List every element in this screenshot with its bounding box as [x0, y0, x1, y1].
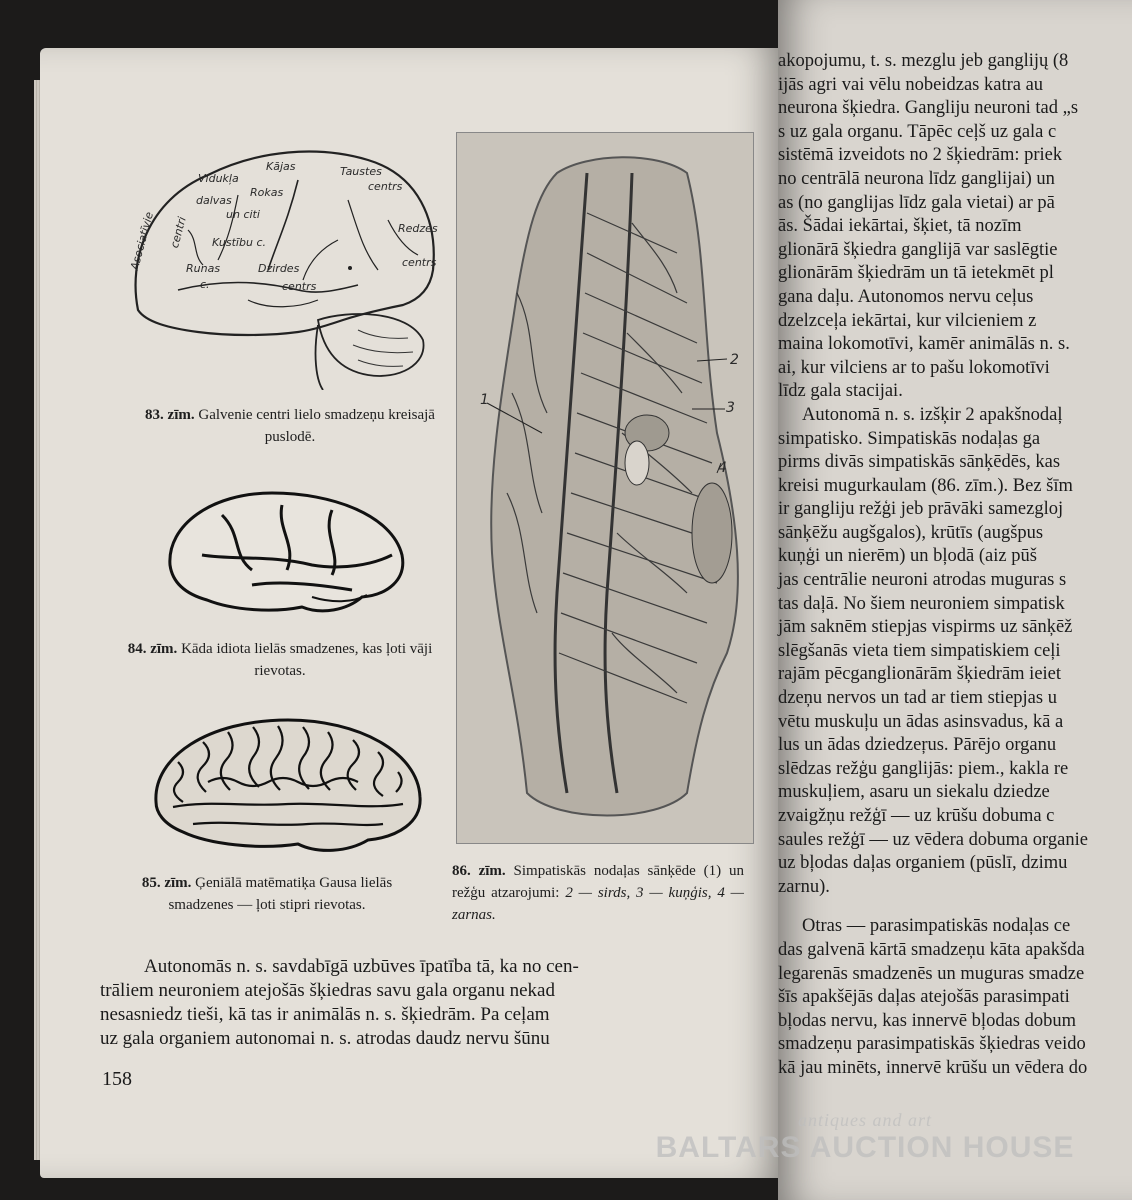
fig84-caption [125, 638, 435, 682]
right-page-line: ir gangliju režģi jeb prāvāki samezgloj [778, 499, 1064, 520]
fig83-label-redzes: Redzes [398, 222, 438, 235]
right-page-line: ai, kur vilciens ar to pašu lokomotīvi [778, 357, 1050, 378]
right-page-line: Autonomā n. s. izšķir 2 apakšnodaļ [802, 404, 1063, 425]
fig86-label-4: 4 [718, 460, 727, 476]
right-page-line: ās. Šādai iekārtai, šķiet, tā nozīm [778, 216, 1022, 237]
right-page-line: s uz gala organu. Tāpēc ceļš uz gala c [778, 121, 1057, 142]
fig83-label-viduka: Vidukļa [198, 172, 239, 185]
fig84-caption-text: Kāda idiota lielās smadzenes, kas ļoti vāji rievotas. [181, 641, 433, 679]
right-page-line: kreisi mugurkaulam (86. zīm.). Bez šīm [778, 475, 1073, 496]
right-page-line: simpatisko. Simpatiskās nodaļas ga [778, 428, 1041, 449]
right-page-line: zarnu). [778, 876, 830, 897]
right-page-line: kuņģi un nierēm) un bļodā (aiz pūš [778, 546, 1037, 567]
right-page-line: Otras — parasimpatiskās nodaļas ce [802, 916, 1071, 937]
fig86-caption-number: 86. zīm. [452, 863, 506, 879]
fig83-label-asociativie-centri: centri [168, 215, 189, 250]
right-page-line: sānķēžu augšgalos), krūtīs (augšpus [778, 522, 1044, 543]
right-page-line: no centrālā neurona līdz ganglijai) un [778, 168, 1055, 189]
right-page-line: zvaigžņu režģī — uz krūšu dobuma c [778, 806, 1055, 826]
left-body-line: nesasniedz tieši, kā tas ir animālās n. s. šķiedrām. Pa ceļam [100, 1004, 550, 1025]
right-page-line: das galvenā kārtā smadzeņu kāta apakšda [778, 939, 1085, 960]
right-page-line: gana daļu. Autonomos nervu ceļus [778, 286, 1034, 307]
fig83-label-dzirdes-centrs: centrs [282, 280, 317, 293]
fig86-caption-text-1: Simpatiskās nodaļas sānķēde (1) un režģu atzarojumi: [452, 863, 745, 901]
right-page-line: slēgšanās vieta tiem simpatiskiem ceļi [778, 640, 1061, 661]
fig83-label-runas-c: c. [200, 278, 210, 291]
right-page-line: glionārām šķiedrām un tā ietekmēt pl [778, 263, 1054, 284]
right-page-line: maina lokomotīvi, kamēr animālās n. s. [778, 334, 1070, 355]
auction-watermark [655, 1110, 1075, 1165]
fig86-nerve-illustration [457, 133, 753, 843]
fig83-caption [135, 404, 445, 448]
fig83-label-rokas: Rokas [250, 186, 284, 199]
right-page-line: akopojumu, t. s. mezglu jeb ganglijų (8 [778, 51, 1069, 71]
right-page-line: šīs apakšējās daļas atejošās parasimpati [778, 987, 1070, 1008]
right-page-line: ijās agri vai vēlu nobeidzas katra au [778, 74, 1044, 95]
page-number: 158 [102, 1068, 132, 1090]
right-page-line: lus un ādas dziedzeŗus. Pārējo organu [778, 735, 1057, 756]
fig85-caption-text: Ģeniālā matēmatiķa Gausa lielās smadzenes — ļoti stipri rievotas. [168, 875, 393, 913]
right-page-line: tas daļā. No šiem neuroniem simpatisk [778, 593, 1065, 614]
fig86-label-1: 1 [480, 392, 489, 408]
right-page-line: muskuļiem, asaru un siekalu dziedze [778, 782, 1050, 803]
fig85-caption [108, 872, 426, 916]
right-page-line: sistēmā izveidots no 2 šķiedrām: priek [778, 145, 1063, 166]
fig86-caption-text-2: 2 — sirds, 3 — kuņģis, 4 — zarnas. [452, 885, 744, 923]
right-page-line: jas centrālie neuroni atrodas muguras s [778, 570, 1067, 591]
fig85-caption-number: 85. zīm. [141, 875, 192, 891]
watermark-tagline: antiques and art [797, 1110, 932, 1130]
right-page-line: glionārā šķiedra ganglijā var saslēgtie [778, 239, 1058, 260]
fig85-brain-illustration [148, 712, 428, 862]
fig84-caption-number: 84. zīm. [127, 641, 178, 657]
right-page-line: slēdzas režģu ganglijās: piem., kakla re [778, 758, 1069, 779]
right-page-line: as (no ganglijas līdz gala vietai) ar pā [778, 192, 1055, 213]
fig86-label-3: 3 [726, 400, 735, 416]
right-page-line: vētu muskuļu un ādas asinsvadus, kā a [778, 711, 1064, 732]
left-body-text [100, 955, 732, 1051]
right-page-text [778, 50, 1132, 1081]
fig83-label-dzirdes: Dzirdes [258, 262, 300, 275]
fig84-brain-illustration [162, 485, 412, 625]
fig83-label-asociativie: Asociatīvie [128, 210, 156, 272]
fig83-label-taustes: Taustes [340, 165, 382, 178]
fig83-label-taustes-centrs: centrs [368, 180, 403, 193]
fig83-caption-number: 83. zīm. [145, 407, 195, 423]
right-page-line: kā jau minēts, innervē krūšu un vēdera do [778, 1057, 1088, 1078]
right-page-line: jām saknēm stiepjas vispirms uz sānķēž [778, 617, 1073, 638]
right-page-line: uz bļodas daļas organiem (pūslī, dzimu [778, 853, 1068, 874]
right-page-line: rajām pēcganglionārām šķiedrām ieiet [778, 664, 1062, 685]
fig83-label-uncitl: un citi [226, 208, 260, 221]
fig86-caption [452, 860, 744, 926]
left-body-line: Autonomās n. s. savdabīgā uzbūves īpatība tā, ka no cen- [144, 956, 579, 977]
right-page-line: saules režģī — uz vēdera dobuma organie [778, 829, 1088, 850]
right-page-line: dzelzceļa iekārtai, kur vilcieniem z [778, 310, 1037, 331]
fig83-label-kustibu: Kustību c. [212, 236, 266, 249]
fig83-label-dalvas: dalvas [196, 194, 232, 207]
right-page-line: pirms divās simpatiskās sānķēdēs, kas [778, 452, 1061, 473]
right-page-line: dzeņu nervos un tad ar tiem stiepjas u [778, 688, 1057, 709]
right-page-line: bļodas nervu, kas innervē bļodas dobum [778, 1010, 1076, 1031]
left-body-line: uz gala organiem autonomai n. s. atrodas daudz nervu šūnu [100, 1028, 550, 1049]
fig83-label-kajas: Kājas [266, 160, 296, 173]
fig86-label-2: 2 [730, 352, 739, 368]
fig83-caption-text: Galvenie centri lielo smadzeņu kreisajā puslodē. [198, 407, 435, 445]
right-page-line: līdz gala stacijai. [778, 381, 903, 402]
fig83-label-runas: Runas [186, 262, 221, 275]
right-page-line: neurona šķiedra. Gangliju neuroni tad „s [778, 98, 1079, 119]
left-body-line: trāliem neuroniem atejošās šķiedras savu gala organu nekad [100, 980, 555, 1001]
watermark-title: BALTARS AUCTION HOUSE [655, 1131, 1075, 1164]
fig83-label-redzes-centrs: centrs [402, 256, 437, 269]
right-page-line: smadzeņu parasimpatiskās šķiedras veido [778, 1034, 1086, 1055]
right-page-line: legarenās smadzenēs un muguras smadze [778, 963, 1085, 984]
fig86-engraving [456, 132, 754, 844]
